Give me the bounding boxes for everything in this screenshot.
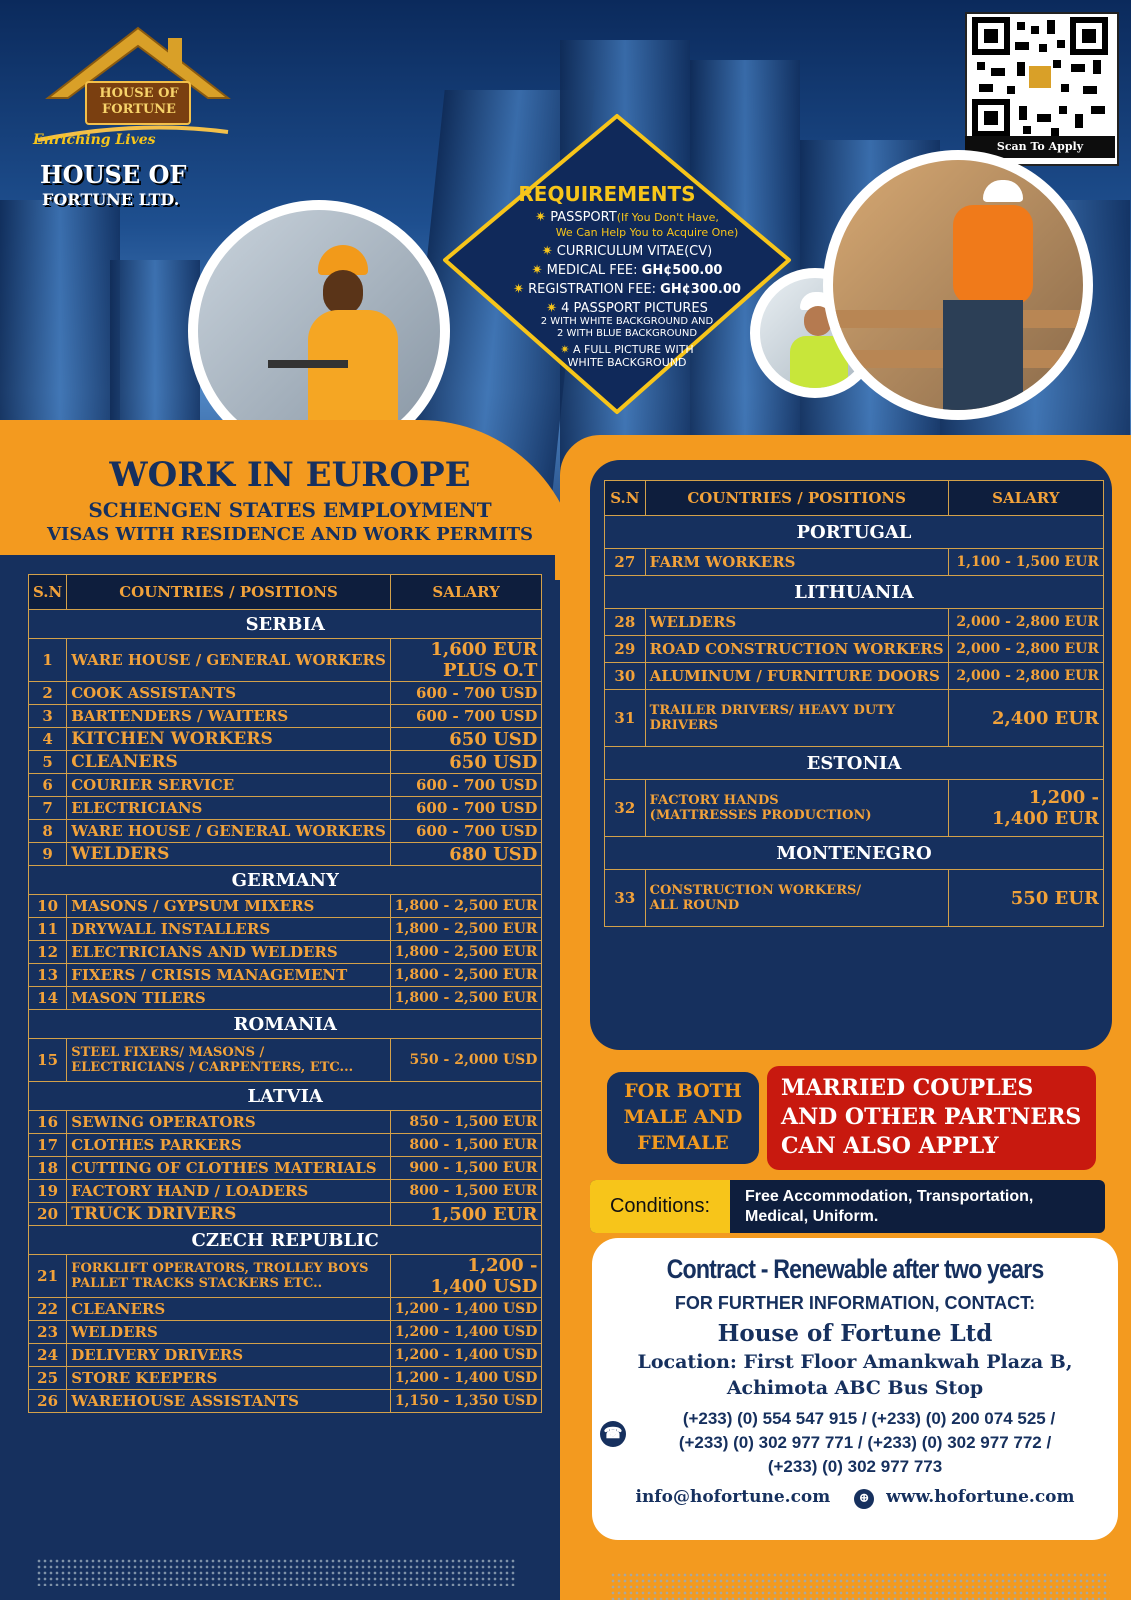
table-row: [29, 797, 542, 820]
couples-badge: [767, 1066, 1096, 1170]
req-full-picture2: WHITE BACKGROUND: [567, 356, 687, 369]
table-row: [29, 1367, 542, 1390]
conditions-label: Conditions:: [590, 1180, 730, 1233]
row-sn: 3: [29, 705, 67, 728]
row-sn: 27: [605, 549, 646, 576]
salary-text: 600 - 700 USD: [415, 799, 538, 817]
position-text-2: ELECTRICIANS / CARPENTERS, ETC...: [71, 1060, 354, 1075]
row-position: [67, 797, 391, 820]
row-sn: 20: [29, 1203, 67, 1226]
couples-line3: CAN ALSO APPLY: [781, 1133, 999, 1159]
row-sn: 24: [29, 1344, 67, 1367]
row-salary: [390, 964, 542, 987]
contact-panel: [592, 1238, 1118, 1540]
company-name-line2: FORTUNE LTD.: [42, 190, 180, 209]
row-salary: [390, 797, 542, 820]
row-sn: 8: [29, 820, 67, 843]
row-position: [67, 1344, 391, 1367]
table-row: [29, 1255, 542, 1298]
both-line2: MALE AND: [623, 1106, 743, 1128]
salary-text: 1,800 - 2,500 EUR: [394, 944, 538, 960]
tagline: Enriching Lives: [33, 132, 156, 148]
phones-line3[interactable]: (+233) (0) 302 977 773: [767, 1457, 943, 1476]
row-salary: [390, 1111, 542, 1134]
headline-sub1: SCHENGEN STATES EMPLOYMENT: [88, 498, 492, 522]
salary-text: 1,800 - 2,500 EUR: [394, 898, 538, 914]
row-position: [67, 1157, 391, 1180]
row-salary: [390, 1367, 542, 1390]
website-link[interactable]: www.hofortune.com: [886, 1487, 1075, 1507]
salary-text: 1,200 - 1,400 USD: [394, 1301, 538, 1317]
row-position: [645, 870, 948, 927]
row-position: [67, 843, 391, 866]
salary-text: 680 USD: [449, 843, 538, 865]
salary-text: 600 - 700 USD: [415, 822, 538, 840]
row-sn: 14: [29, 987, 67, 1010]
row-sn: 4: [29, 728, 67, 751]
position-text: CUTTING OF CLOTHES MATERIALS: [71, 1159, 377, 1177]
req-passport-note2: We Can Help You to Acquire One): [555, 226, 739, 239]
table-row: [29, 705, 542, 728]
row-position: [67, 1298, 391, 1321]
country-row: [605, 516, 1104, 549]
further-info: FOR FURTHER INFORMATION, CONTACT:: [674, 1293, 1036, 1313]
req-passport-note: (If You Don't Have,: [616, 211, 719, 224]
salary-text: 1,800 - 2,500 EUR: [394, 921, 538, 937]
country-row: [605, 837, 1104, 870]
position-text: MASONS / GYPSUM MIXERS: [71, 897, 315, 915]
salary-text: 900 - 1,500 EUR: [409, 1160, 538, 1176]
table-row: [605, 690, 1104, 747]
row-sn: 28: [605, 609, 646, 636]
row-sn: 32: [605, 780, 646, 837]
position-text: TRAILER DRIVERS/ HEAVY DUTY: [649, 703, 896, 718]
row-salary: [390, 1039, 542, 1082]
country-name: PORTUGAL: [605, 516, 1104, 549]
position-text: FACTORY HAND / LOADERS: [71, 1182, 309, 1200]
row-sn: 12: [29, 941, 67, 964]
row-salary: [390, 843, 542, 866]
couples-line1: MARRIED COUPLES: [781, 1075, 1034, 1101]
salary-text: 1,600 EUR: [430, 639, 538, 660]
row-salary: [390, 751, 542, 774]
row-sn: 23: [29, 1321, 67, 1344]
company-logo: [28, 20, 248, 220]
row-position: [645, 780, 948, 837]
row-salary: [390, 1255, 542, 1298]
table-row: [29, 751, 542, 774]
salary-text-2: PLUS O.T: [442, 660, 538, 681]
star-icon: ✷: [513, 282, 524, 297]
row-position: [67, 728, 391, 751]
location-line2: Achimota ABC Bus Stop: [726, 1377, 984, 1399]
row-position: [67, 1111, 391, 1134]
row-position: [67, 1255, 391, 1298]
salary-text: 2,000 - 2,800 EUR: [956, 668, 1099, 684]
row-sn: 18: [29, 1157, 67, 1180]
position-text-2: (MATTRESSES PRODUCTION): [649, 808, 872, 823]
req-full-picture1: A FULL PICTURE WITH: [573, 343, 694, 356]
row-sn: 5: [29, 751, 67, 774]
salary-text: 800 - 1,500 EUR: [409, 1137, 538, 1153]
position-text: DRYWALL INSTALLERS: [71, 920, 271, 938]
salary-text: 1,200 -: [1028, 787, 1099, 808]
phones-line2[interactable]: (+233) (0) 302 977 771 / (+233) (0) 302 977 772 /: [678, 1433, 1052, 1452]
country-row: [29, 1226, 542, 1255]
row-position: [67, 639, 391, 682]
position-text: WELDERS: [71, 844, 170, 864]
table-row: [29, 1390, 542, 1413]
position-text-2: DRIVERS: [649, 718, 719, 733]
row-salary: [948, 690, 1103, 747]
row-sn: 19: [29, 1180, 67, 1203]
row-position: [67, 774, 391, 797]
position-text: FARM WORKERS: [649, 553, 796, 571]
headline-title: WORK IN EUROPE: [109, 455, 471, 495]
position-text-2: PALLET TRACKS STACKERS ETC..: [71, 1276, 323, 1291]
contract-note: Contract - Renewable after two years: [666, 1254, 1044, 1284]
table-row: [29, 987, 542, 1010]
row-sn: 33: [605, 870, 646, 927]
table-row: [29, 728, 542, 751]
conditions-text1: Free Accommodation, Transportation,: [745, 1188, 1034, 1205]
star-icon: ✷: [560, 343, 570, 356]
row-sn: 17: [29, 1134, 67, 1157]
salary-text: 1,800 - 2,500 EUR: [394, 967, 538, 983]
row-salary: [948, 636, 1103, 663]
row-position: [67, 1134, 391, 1157]
header-sn: S.N: [605, 481, 646, 516]
globe-icon: ⊕: [854, 1489, 874, 1509]
salary-text-2: 1,400 USD: [430, 1276, 538, 1297]
row-position: [67, 918, 391, 941]
position-text: TRUCK DRIVERS: [71, 1204, 237, 1224]
header-positions: COUNTRIES / POSITIONS: [67, 575, 391, 610]
company-name-line1: HOUSE OF: [40, 160, 187, 189]
row-position: [645, 609, 948, 636]
position-text: FORKLIFT OPERATORS, TROLLEY BOYS: [71, 1261, 369, 1276]
qr-caption: Scan To Apply: [965, 136, 1115, 158]
salary-text: 600 - 700 USD: [415, 776, 538, 794]
position-text: BARTENDERS / WAITERS: [71, 707, 289, 725]
header-positions: COUNTRIES / POSITIONS: [645, 481, 948, 516]
row-sn: 1: [29, 639, 67, 682]
salary-text: 1,200 - 1,400 USD: [394, 1324, 538, 1340]
salary-text: 1,200 - 1,400 USD: [394, 1347, 538, 1363]
row-salary: [948, 870, 1103, 927]
position-text: ELECTRICIANS AND WELDERS: [71, 943, 338, 961]
salary-text: 650 USD: [449, 728, 538, 750]
left-jobs-table: [28, 574, 542, 1413]
row-salary: [390, 1390, 542, 1413]
position-text: ALUMINUM / FURNITURE DOORS: [649, 667, 940, 685]
country-row: [605, 747, 1104, 780]
row-sn: 7: [29, 797, 67, 820]
header-salary: SALARY: [390, 575, 542, 610]
position-text: CLEANERS: [71, 1300, 166, 1318]
table-row: [29, 1298, 542, 1321]
table-row: [29, 774, 542, 797]
position-text: KITCHEN WORKERS: [71, 729, 273, 749]
table-row: [29, 918, 542, 941]
req-registration-label: REGISTRATION FEE:: [528, 282, 661, 297]
table-row: [29, 1321, 542, 1344]
row-position: [645, 549, 948, 576]
table-row: [29, 639, 542, 682]
row-salary: [948, 609, 1103, 636]
row-salary: [390, 1180, 542, 1203]
row-sn: 25: [29, 1367, 67, 1390]
couples-line2: AND OTHER PARTNERS: [781, 1104, 1082, 1130]
row-salary: [390, 639, 542, 682]
star-icon: ✷: [546, 301, 557, 316]
salary-text-2: 1,400 EUR: [991, 808, 1099, 829]
row-sn: 22: [29, 1298, 67, 1321]
table-row: [605, 609, 1104, 636]
position-text: STEEL FIXERS/ MASONS /: [71, 1045, 265, 1060]
position-text: ELECTRICIANS: [71, 799, 203, 817]
table-row: [29, 1039, 542, 1082]
country-name: MONTENEGRO: [605, 837, 1104, 870]
row-salary: [948, 549, 1103, 576]
position-text: COURIER SERVICE: [71, 776, 235, 794]
headline-sub2: VISAS WITH RESIDENCE AND WORK PERMITS: [46, 524, 534, 545]
row-salary: [390, 682, 542, 705]
table-row: [29, 1180, 542, 1203]
country-name: CZECH REPUBLIC: [29, 1226, 542, 1255]
table-row: [29, 1344, 542, 1367]
country-row: [29, 1082, 542, 1111]
position-text: FACTORY HANDS: [649, 793, 779, 808]
salary-text: 550 - 2,000 USD: [409, 1052, 538, 1068]
table-row: [605, 870, 1104, 927]
row-salary: [390, 820, 542, 843]
country-row: [29, 866, 542, 895]
req-medical-value: GH¢500.00: [641, 263, 723, 278]
row-position: [67, 964, 391, 987]
country-name: GERMANY: [29, 866, 542, 895]
position-text: WELDERS: [71, 1323, 158, 1341]
salary-text: 1,200 -: [467, 1255, 538, 1276]
table-row: [605, 549, 1104, 576]
row-sn: 15: [29, 1039, 67, 1082]
row-sn: 26: [29, 1390, 67, 1413]
salary-text: 2,000 - 2,800 EUR: [956, 614, 1099, 630]
both-line1: FOR BOTH: [624, 1080, 742, 1102]
row-sn: 31: [605, 690, 646, 747]
star-icon: ✷: [535, 210, 547, 225]
position-text-2: ALL ROUND: [649, 898, 740, 913]
row-sn: 30: [605, 663, 646, 690]
table-row: [29, 941, 542, 964]
logo-text: HOUSE OF FORTUNE: [99, 86, 179, 117]
row-salary: [390, 918, 542, 941]
country-name: LATVIA: [29, 1082, 542, 1111]
table-row: [29, 964, 542, 987]
salary-text: 1,150 - 1,350 USD: [394, 1393, 538, 1409]
row-sn: 10: [29, 895, 67, 918]
table-row: [29, 895, 542, 918]
salary-text: 1,500 EUR: [430, 1203, 538, 1225]
company-name: House of Fortune Ltd: [717, 1320, 993, 1347]
salary-text: 850 - 1,500 EUR: [409, 1114, 538, 1130]
row-sn: 9: [29, 843, 67, 866]
row-position: [67, 895, 391, 918]
table-row: [29, 682, 542, 705]
salary-text: 650 USD: [449, 751, 538, 773]
requirements-panel: [437, 110, 797, 420]
row-sn: 16: [29, 1111, 67, 1134]
table-row: [29, 1203, 542, 1226]
country-name: ROMANIA: [29, 1010, 542, 1039]
table-row: [29, 843, 542, 866]
row-salary: [390, 987, 542, 1010]
req-registration-value: GH¢300.00: [660, 282, 741, 297]
position-text: WARE HOUSE / GENERAL WORKERS: [71, 651, 386, 669]
row-sn: 11: [29, 918, 67, 941]
row-salary: [390, 1157, 542, 1180]
row-sn: 13: [29, 964, 67, 987]
row-salary: [390, 941, 542, 964]
salary-text: 1,800 - 2,500 EUR: [394, 990, 538, 1006]
row-salary: [390, 1321, 542, 1344]
row-sn: 6: [29, 774, 67, 797]
country-name: ESTONIA: [605, 747, 1104, 780]
country-row: [605, 576, 1104, 609]
table-row: [29, 1111, 542, 1134]
row-position: [67, 1180, 391, 1203]
conditions-text2: Medical, Uniform.: [745, 1208, 879, 1225]
row-position: [67, 751, 391, 774]
row-salary: [390, 728, 542, 751]
star-icon: ✷: [531, 263, 543, 278]
req-pictures-note2: 2 WITH BLUE BACKGROUND: [556, 328, 698, 339]
table-header-row: [29, 575, 542, 610]
both-genders-badge: [607, 1072, 759, 1164]
phones-line1[interactable]: (+233) (0) 554 547 915 / (+233) (0) 200 074 525 /: [682, 1409, 1056, 1428]
conditions-bar: [590, 1180, 1105, 1233]
row-position: [67, 1367, 391, 1390]
row-position: [67, 1039, 391, 1082]
row-position: [67, 941, 391, 964]
row-position: [645, 663, 948, 690]
country-row: [29, 610, 542, 639]
req-medical-label: MEDICAL FEE:: [546, 263, 642, 278]
position-text: WELDERS: [649, 613, 737, 631]
email-link[interactable]: info@hofortune.com: [635, 1487, 831, 1507]
row-position: [67, 705, 391, 728]
row-salary: [390, 1203, 542, 1226]
header-salary: SALARY: [948, 481, 1103, 516]
salary-text: 600 - 700 USD: [415, 684, 538, 702]
position-text: CLOTHES PARKERS: [71, 1136, 242, 1154]
table-header-row: [605, 481, 1104, 516]
phone-icon: ☎: [600, 1421, 626, 1447]
table-row: [605, 780, 1104, 837]
row-salary: [390, 705, 542, 728]
row-salary: [390, 774, 542, 797]
table-row: [29, 820, 542, 843]
position-text: SEWING OPERATORS: [71, 1113, 256, 1131]
position-text: STORE KEEPERS: [71, 1369, 218, 1387]
row-position: [645, 690, 948, 747]
salary-text: 2,400 EUR: [991, 707, 1099, 729]
position-text: COOK ASSISTANTS: [71, 684, 237, 702]
req-pictures-note1: 2 WITH WHITE BACKGROUND AND: [540, 316, 714, 327]
salary-text: 800 - 1,500 EUR: [409, 1183, 538, 1199]
position-text: ROAD CONSTRUCTION WORKERS: [649, 640, 944, 658]
location-line1: Location: First Floor Amankwah Plaza B,: [637, 1351, 1073, 1373]
position-text: MASON TILERS: [71, 989, 206, 1007]
salary-text: 1,100 - 1,500 EUR: [956, 554, 1099, 570]
right-jobs-table: [604, 480, 1104, 927]
salary-text: 600 - 700 USD: [415, 707, 538, 725]
req-pictures: 4 PASSPORT PICTURES: [561, 301, 708, 316]
req-passport: PASSPORT: [550, 210, 617, 225]
row-salary: [390, 895, 542, 918]
row-position: [67, 682, 391, 705]
position-text: CONSTRUCTION WORKERS/: [649, 883, 862, 898]
row-position: [67, 1321, 391, 1344]
row-position: [67, 1203, 391, 1226]
footer-dots-right: [610, 1572, 1110, 1600]
position-text: DELIVERY DRIVERS: [71, 1346, 244, 1364]
row-salary: [390, 1298, 542, 1321]
position-text: CLEANERS: [71, 752, 178, 772]
row-salary: [390, 1344, 542, 1367]
table-row: [605, 636, 1104, 663]
country-name: SERBIA: [29, 610, 542, 639]
position-text: FIXERS / CRISIS MANAGEMENT: [71, 966, 348, 984]
row-salary: [390, 1134, 542, 1157]
row-sn: 21: [29, 1255, 67, 1298]
both-line3: FEMALE: [637, 1132, 729, 1154]
row-position: [67, 1390, 391, 1413]
position-text: WAREHOUSE ASSISTANTS: [71, 1392, 299, 1410]
salary-text: 1,200 - 1,400 USD: [394, 1370, 538, 1386]
row-sn: 29: [605, 636, 646, 663]
position-text: WARE HOUSE / GENERAL WORKERS: [71, 822, 386, 840]
row-position: [645, 636, 948, 663]
requirements-title: REQUIREMENTS: [518, 182, 696, 206]
country-name: LITHUANIA: [605, 576, 1104, 609]
salary-text: 2,000 - 2,800 EUR: [956, 641, 1099, 657]
row-position: [67, 820, 391, 843]
star-icon: ✷: [541, 244, 553, 259]
table-row: [29, 1134, 542, 1157]
country-row: [29, 1010, 542, 1039]
salary-text: 550 EUR: [1010, 887, 1099, 909]
table-row: [605, 663, 1104, 690]
header-sn: S.N: [29, 575, 67, 610]
row-salary: [948, 780, 1103, 837]
construction-worker-photo: [823, 150, 1093, 420]
table-row: [29, 1157, 542, 1180]
footer-dots-left: [36, 1558, 516, 1586]
row-salary: [948, 663, 1103, 690]
req-cv: CURRICULUM VITAE(CV): [556, 244, 713, 259]
row-position: [67, 987, 391, 1010]
row-sn: 2: [29, 682, 67, 705]
